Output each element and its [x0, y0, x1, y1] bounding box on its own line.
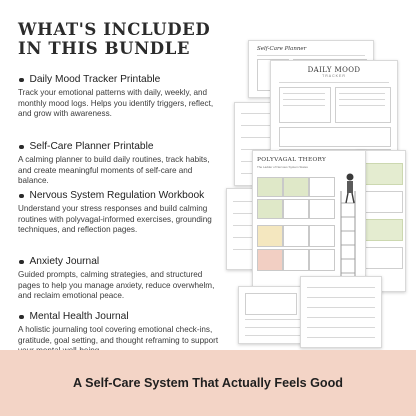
- item-description: A calming planner to build daily routines, track habits, and create meaningful moments of self-care and balance.: [18, 155, 210, 186]
- preview-title: DAILY MOOD: [307, 66, 361, 74]
- item-description: Guided prompts, calming strategies, and structured pages to help you manage anxiety, reduce overwhelm, and reclaim emotional peace.: [18, 270, 215, 301]
- bullet-icon: [19, 145, 24, 150]
- bundle-item-mood-tracker: [18, 74, 223, 120]
- bundle-heading: WHAT'S INCLUDED IN THIS BUNDLE: [18, 20, 211, 58]
- bundle-item-anxiety-journal: [18, 256, 223, 302]
- worksheet-preview: [300, 276, 382, 348]
- item-description: Track your emotional patterns with daily, weekly, and monthly mood logs. Helps you identify triggers, reflect, and grow with awareness.: [18, 88, 214, 119]
- bullet-icon: [19, 315, 24, 320]
- bullet-icon: [19, 194, 24, 199]
- item-title: Nervous System Regulation Workbook: [29, 190, 205, 201]
- preview-title: POLYVAGAL THEORY: [257, 157, 327, 163]
- ladder-figure-icon: [335, 171, 363, 281]
- footer-tagline: A Self-Care System That Actually Feels Good: [73, 376, 343, 390]
- item-title: Anxiety Journal: [29, 256, 100, 267]
- bundle-item-self-care-planner: [18, 141, 223, 187]
- polyvagal-theory-preview: [252, 150, 366, 292]
- preview-subtitle: TRACKER: [322, 74, 346, 78]
- footer-banner: [0, 350, 416, 416]
- item-description: A holistic journaling tool covering emotional check-ins, gratitude, goal setting, and thought reframing to support: [18, 325, 219, 345]
- bullet-icon: [19, 78, 24, 83]
- item-title: Daily Mood Tracker Printable: [29, 74, 161, 85]
- bullet-icon: [19, 260, 24, 265]
- bundle-item-nervous-system-workbook: [18, 190, 223, 236]
- item-description: Understand your stress responses and build calming routines with polyvagal-informed exercises, grounding techniques, and reflection pages.: [18, 204, 212, 235]
- item-title: Self-Care Planner Printable: [29, 141, 154, 152]
- item-title: Mental Health Journal: [29, 311, 129, 322]
- preview-subtitle: The Ladder of Nervous System States: [257, 165, 308, 169]
- preview-title: Self-Care Planner: [257, 46, 307, 52]
